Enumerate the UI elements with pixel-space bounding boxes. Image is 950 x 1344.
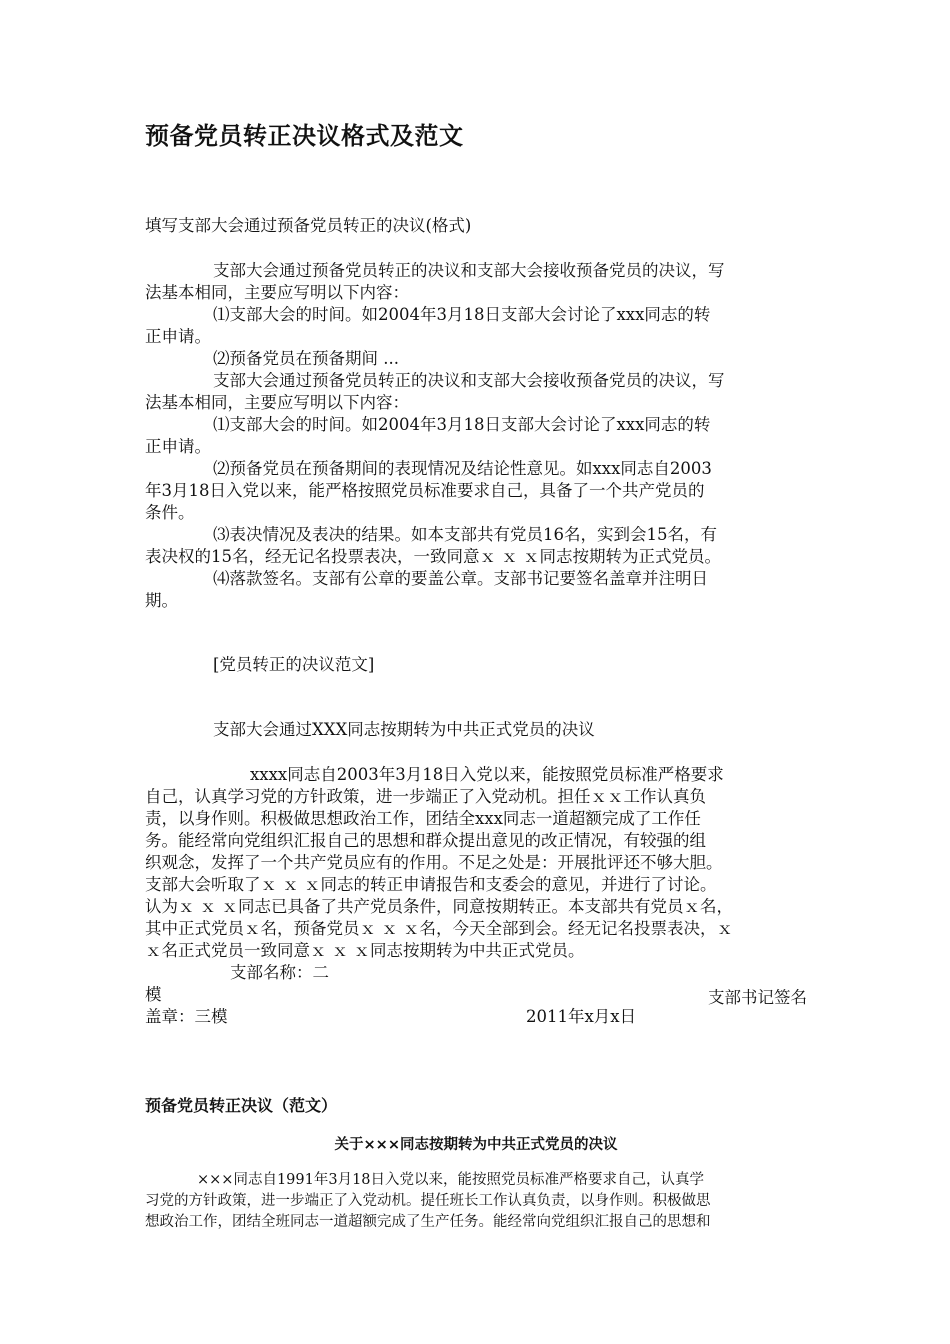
para-line: 法基本相同，主要应写明以下内容： <box>145 283 409 302</box>
para-line: 年3月18日入党以来，能严格按照党员标准要求自己，具备了一个共产党员的 <box>145 481 705 500</box>
signature-secretary: 支部书记签名 <box>708 988 807 1007</box>
sample-body-line: 务。能经常向党组织汇报自己的思想和群众提出意见的改正情况，有较强的组 <box>145 831 706 850</box>
para-line: ⑶表决情况及表决的结果。如本支部共有党员16名，实到会15名，有 <box>213 525 717 544</box>
para-line: 支部大会通过预备党员转正的决议和支部大会接收预备党员的决议，写 <box>213 371 725 390</box>
sample-body-line: 支部大会听取了ｘ ｘ ｘ同志的转正申请报告和支委会的意见，并进行了讨论。 <box>145 875 717 894</box>
sample-body-line: 认为ｘ ｘ ｘ同志已具备了共产党员条件，同意按期转正。本支部共有党员ｘ名， <box>145 897 733 916</box>
sample-label: [党员转正的决议范文] <box>213 655 375 674</box>
sample-body-line: 其中正式党员ｘ名，预备党员ｘ ｘ ｘ名，今天全部到会。经无记名投票表决，ｘ <box>145 919 733 938</box>
para-line: 正申请。 <box>145 437 211 456</box>
para-line: 法基本相同，主要应写明以下内容： <box>145 393 409 412</box>
section2-heading: 预备党员转正决议（范文） <box>145 1096 338 1115</box>
signature-branch-name: 支部名称：二 <box>230 963 329 982</box>
section2-body-line: 习党的方针政策，进一步端正了入党动机。提任班长工作认真负责，以身作则。积极做思 <box>145 1193 711 1209</box>
signature-mo: 模 <box>145 985 162 1004</box>
sample-body-line: 织观念，发挥了一个共产党员应有的作用。不足之处是：开展批评还不够大胆。 <box>145 853 723 872</box>
sample-body-line: xxxx同志自2003年3月18日入党以来，能按照党员标准严格要求 <box>250 765 724 784</box>
para-line: ⑴支部大会的时间。如2004年3月18日支部大会讨论了xxx同志的转 <box>213 415 711 434</box>
para-line: ⑵预备党员在预备期间 ... <box>213 349 399 368</box>
para-line: ⑴支部大会的时间。如2004年3月18日支部大会讨论了xxx同志的转 <box>213 305 711 324</box>
section2-body-line: 想政治工作，团结全班同志一道超额完成了生产任务。能经常向党组织汇报自己的思想和 <box>145 1214 711 1230</box>
para-line: 支部大会通过预备党员转正的决议和支部大会接收预备党员的决议，写 <box>213 261 725 280</box>
sample-body-line: 责，以身作则。积极做思想政治工作，团结全xxx同志一道超额完成了工作任 <box>145 809 701 828</box>
para-line: 表决权的15名，经无记名投票表决，一致同意ｘ ｘ ｘ同志按期转为正式党员。 <box>145 547 721 566</box>
para-line: 正申请。 <box>145 327 211 346</box>
section-heading-format: 填写支部大会通过预备党员转正的决议(格式) <box>145 216 472 235</box>
para-line: ⑵预备党员在预备期间的表现情况及结论性意见。如xxx同志自2003 <box>213 459 712 478</box>
para-line: 期。 <box>145 591 178 610</box>
signature-seal: 盖章：三模 <box>145 1007 228 1026</box>
para-line: 条件。 <box>145 503 195 522</box>
sample-body-line: 自己，认真学习党的方针政策，进一步端正了入党动机。担任ｘｘ工作认真负 <box>145 787 706 806</box>
section2-title: 关于×××同志按期转为中共正式党员的决议 <box>334 1137 618 1153</box>
para-line: ⑷落款签名。支部有公章的要盖公章。支部书记要签名盖章并注明日 <box>213 569 708 588</box>
section2-body-line: ×××同志自1991年3月18日入党以来，能按照党员标准严格要求自己，认真学 <box>197 1172 705 1188</box>
signature-date: 2011年x月x日 <box>526 1007 637 1026</box>
sample-body-line: ｘ名正式党员一致同意ｘ ｘ ｘ同志按期转为中共正式党员。 <box>145 941 585 960</box>
document-title: 预备党员转正决议格式及范文 <box>145 122 464 150</box>
sample-title: 支部大会通过XXX同志按期转为中共正式党员的决议 <box>213 720 595 739</box>
